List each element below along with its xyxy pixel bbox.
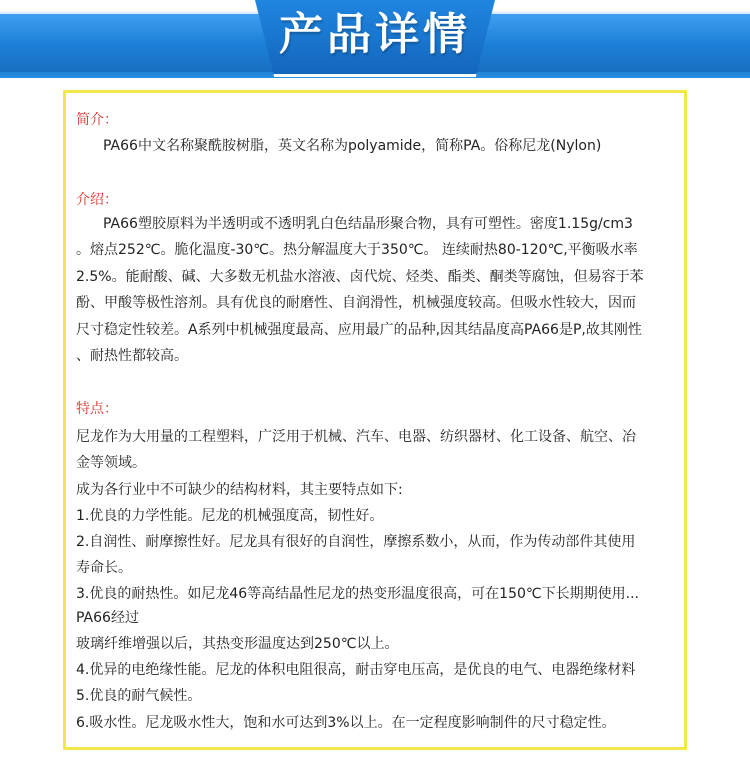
feature-line: PA66经过 bbox=[76, 610, 139, 626]
intro-heading: 简介： bbox=[76, 112, 118, 128]
feature-line: 5.优良的耐气候性。 bbox=[76, 688, 202, 704]
feature-line: 6.吸水性。尼龙吸水性大，饱和水可达到3%以上。在一定程度影响制件的尺寸稳定性。 bbox=[76, 715, 616, 731]
feature-line: 2.自润性、耐摩擦性好。尼龙具有很好的自润性，摩擦系数小，从而，作为传动部件其使用 bbox=[76, 534, 636, 550]
detail-line: 2.5%。能耐酸、碱、大多数无机盐水溶液、卤代烷、烃类、酯类、酮类等腐蚀，但易容于苯 bbox=[76, 269, 644, 285]
feature-line: 4.优异的电绝缘性能。尼龙的体积电阻很高，耐击穿电压高，是优良的电气、电器绝缘材料 bbox=[76, 662, 636, 678]
feature-line: 成为各行业中不可缺少的结构材料，其主要特点如下: bbox=[76, 482, 403, 498]
detail-heading: 介绍： bbox=[76, 192, 118, 208]
feature-line: 3.优良的耐热性。如尼龙46等高结晶性尼龙的热变形温度很高，可在150℃下长期期使用... bbox=[76, 586, 639, 602]
features-heading: 特点： bbox=[76, 401, 118, 417]
detail-line: 。熔点252℃。脆化温度-30℃。热分解温度大于350℃。 连续耐热80-120℃,平衡吸水率 bbox=[76, 242, 638, 258]
feature-line: 玻璃纤维增强以后，其热变形温度达到250℃以上。 bbox=[76, 636, 399, 652]
feature-line: 1.优良的力学性能。尼龙的机械强度高，韧性好。 bbox=[76, 508, 384, 524]
detail-line: PA66塑胶原料为半透明或不透明乳白色结晶形聚合物，具有可塑性。密度1.15g/cm3 bbox=[103, 216, 633, 232]
page-title: 产品详情 bbox=[279, 9, 471, 60]
feature-line: 尼龙作为大用量的工程塑料，广泛用于机械、汽车、电器、纺织器材、化工设备、航空、冶 bbox=[76, 429, 636, 445]
feature-line: 金等领域。 bbox=[76, 455, 146, 471]
detail-line: 、耐热性都较高。 bbox=[76, 348, 188, 364]
header-banner bbox=[0, 0, 750, 78]
intro-text: PA66中文名称聚酰胺树脂，英文名称为polyamide，简称PA。俗称尼龙(Nylon) bbox=[103, 138, 602, 154]
detail-line: 酚、甲酸等极性溶剂。具有优良的耐磨性、自润滑性，机械强度较高。但吸水性较大，因而 bbox=[76, 295, 636, 311]
detail-line: 尺寸稳定性较差。A系列中机械强度最高、应用最广的品种,因其结晶度高PA66是P,故其刚性 bbox=[76, 322, 642, 338]
feature-line: 寿命长。 bbox=[76, 560, 132, 576]
